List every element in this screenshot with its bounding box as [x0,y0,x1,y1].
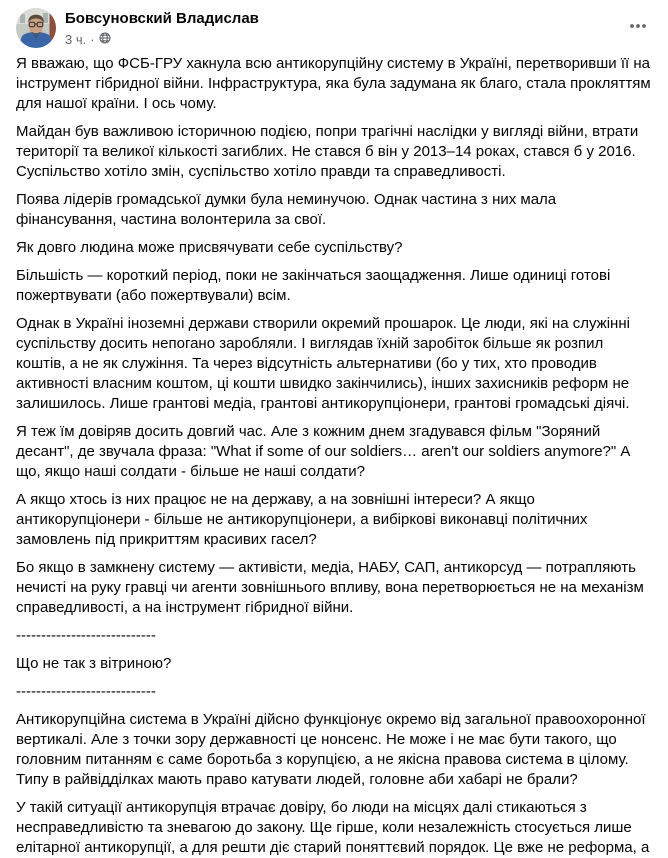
meta-separator: · [90,31,95,47]
post-paragraph: Я вважаю, що ФСБ-ГРУ хакнула всю антикорупційну систему в Україні, перетворивши її на інструмент гібридної війни. Інфраструктура, яка була задумана як благо, стала прокляттям для нашої країни. І ось чому. [16,55,655,112]
post-meta [65,30,259,48]
post-paragraph: ---------------------------- [16,683,156,700]
post-paragraph: Що не так з вітриною? [16,655,172,672]
post-paragraph: ---------------------------- [16,627,156,644]
post-paragraph: Як довго людина може присвячувати себе суспільству? [16,239,403,256]
post-paragraph: Бо якщо в замкнену систему — активісти, медіа, НАБУ, САП, антикорсуд — потрапляють нечисті на руку гравці чи агенти зовнішнього впливу, вона перетворюється не на механізм справедливості, а на інструмент гібридної війни. [16,559,649,616]
post-paragraph: Поява лідерів громадської думки була неминучою. Однак частина з них мала фінансування, частина волонтерила за свої. [16,191,561,228]
profile-photo [16,8,56,48]
post-paragraph: У такій ситуації антикорупція втрачає довіру, бо люди на місцях далі стикаються з несправедливістю та зневагою до закону. Ще гірше, коли незалежність стосується лише елітарної антикорупції, а для решти діє старий поняттєвий порядок. Це вже не реформа, а [16,799,650,856]
post-paragraph: Більшість — короткий період, поки не закінчаться заощадження. Лише одиниці готові пожертвувати (або пожертвували) всім. [16,267,615,304]
post-paragraph: Антикорупційна система в Україні дійсно функціонує окремо від загальної правоохоронної вертикалі. Але з точки зору державності це нонсенс. Не може і не має бути такого, що головним питанням є саме боротьба з корупцією, а не якісна правова система в цілому. Типу в райвідділках мають право катувати людей, головне аби хабарі не брали? [16,711,650,788]
ellipsis-icon [628,16,648,36]
more-options-button[interactable] [622,10,654,42]
post-paragraph: А якщо хтось із них працює не на державу, а на зовнішні інтереси? А якщо антикорупціонери - більше не антикорупціонери, а вибіркові виконавці політичних замовлень під прикриттям красивих гасел? [16,491,592,548]
avatar[interactable] [16,8,56,48]
header-info [65,8,259,48]
author-name[interactable]: Бовсуновский Владислав [65,10,259,27]
timestamp[interactable]: 3 ч. [65,31,87,47]
post-body-text [0,48,668,858]
post-paragraph: Однак в Україні іноземні держави створили окремий прошарок. Це люди, які на служінні суспільству досить непогано заробляли. І виглядав їхній заробіток більше як розпил коштів, а не як служіння. Та через відсутність альтернативи (бо у тих, хто проводив активності власним коштом, ці кошти швидко закінчились), інших захисників реформ не залишилось. Лише грантові медіа, грантові антикорупціонери, грантові громадські діячі. [16,315,635,412]
post-paragraph: Я теж їм довіряв досить довгий час. Але з кожним днем згадувався фільм "Зоряний десант", де звучала фраза: "What if some of our soldiers… aren't our soldiers anymore?" А що, якщо наші солдати - більше не наші солдати? [16,423,635,480]
post-paragraph: Майдан був важливою історичною подією, попри трагічні наслідки у вигляді війни, втрати території та великої кількості загиблих. Не стався б він у 2013–14 роках, стався б у 2016. Суспільство хотіло змін, суспільство хотіло правди та справедливості. [16,123,643,180]
globe-icon [99,31,111,48]
post-header [0,0,668,48]
